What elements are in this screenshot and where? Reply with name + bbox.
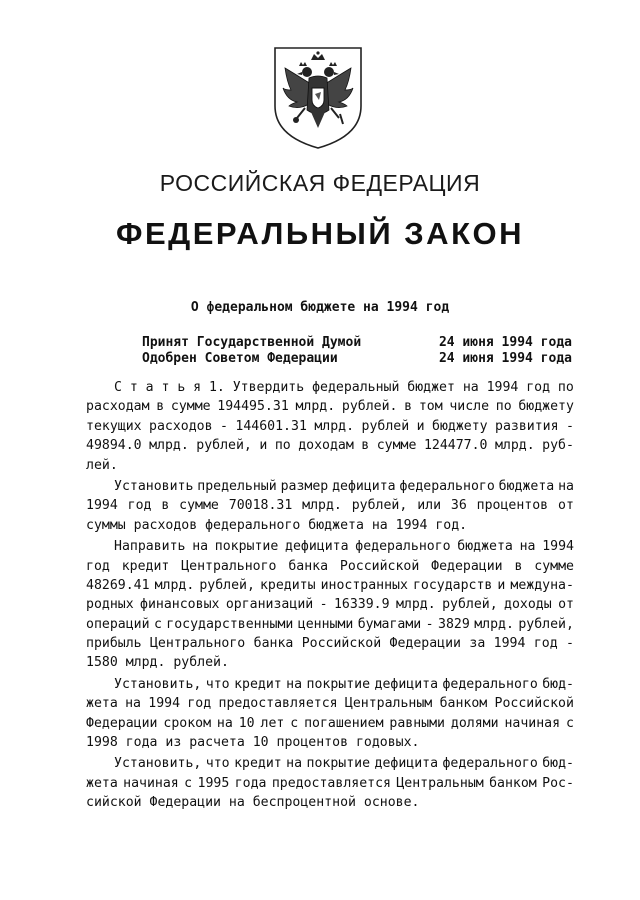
text-line: С т а т ь я 1. Утвердить федеральный бюджет на 1994 год по <box>114 380 574 395</box>
article-paragraph <box>86 675 574 753</box>
text-line: текущих расходов - 144601.31 млрд. рублей и бюджету развития - <box>86 418 574 434</box>
text-line: жета начиная с 1995 года предоставляется Центральным банком Рос- <box>86 775 574 791</box>
adoption-body: Одобрен Советом Федерации <box>142 351 338 366</box>
text-line: операций с государственными ценными бумагами - 3829 млрд. рублей, <box>86 616 574 632</box>
text-line: сийской Федерации на беспроцентной основе. <box>86 795 420 811</box>
adoption-row-duma <box>142 335 572 350</box>
article-paragraph <box>86 754 574 812</box>
text-line: прибыль Центрального банка Российской Федерации за 1994 год - <box>86 636 574 652</box>
adoption-row-council <box>142 351 572 366</box>
text-line: 49894.0 млрд. рублей, и по доходам в сумме 124477.0 млрд. руб- <box>86 438 574 454</box>
text-line: расходам в сумме 194495.31 млрд. рублей. в том числе по бюджету <box>86 399 574 415</box>
document-type-title: ФЕДЕРАЛЬНЫЙ ЗАКОН <box>115 216 524 251</box>
text-line: Установить, что кредит на покрытие дефицита федерального бюд- <box>114 676 574 692</box>
article-paragraph <box>86 537 574 673</box>
adoption-body: Принят Государственной Думой <box>142 335 362 350</box>
text-line: жета на 1994 год предоставляется Центральным банком Российской <box>86 696 574 712</box>
text-line: год кредит Центрального банка Российской Федерации в сумме <box>86 558 574 574</box>
text-line: Федерации сроком на 10 лет с погашением равными долями начиная с <box>86 715 574 731</box>
coat-of-arms-icon <box>271 44 365 152</box>
article-paragraph <box>86 477 574 535</box>
text-line: Установить предельный размер дефицита федерального бюджета на <box>114 478 574 494</box>
country-title: РОССИЙСКАЯ ФЕДЕРАЦИЯ <box>159 170 481 196</box>
text-line: лей. <box>86 457 118 473</box>
text-line: Установить, что кредит на покрытие дефицита федерального бюд- <box>114 756 574 772</box>
law-body <box>86 378 574 813</box>
text-line: Направить на покрытие дефицита федерального бюджета на 1994 <box>114 539 574 555</box>
text-line: 1580 млрд. рублей. <box>86 655 229 671</box>
adoption-date: 24 июня 1994 года <box>438 351 572 366</box>
text-line: суммы расходов федерального бюджета на 1994 год. <box>86 517 468 533</box>
article-paragraph <box>86 378 574 475</box>
text-line: 48269.41 млрд. рублей, кредиты иностранных государств и междуна- <box>86 577 574 593</box>
text-line: 1994 год в сумме 70018.31 млрд. рублей, или 36 процентов от <box>86 498 574 514</box>
text-line: 1998 года из расчета 10 процентов годовых. <box>86 735 420 751</box>
text-line: родных финансовых организаций - 16339.9 млрд. рублей, доходы от <box>86 597 574 613</box>
adoption-date: 24 июня 1994 года <box>438 335 572 350</box>
law-subject: О федеральном бюджете на 1994 год <box>190 300 450 315</box>
